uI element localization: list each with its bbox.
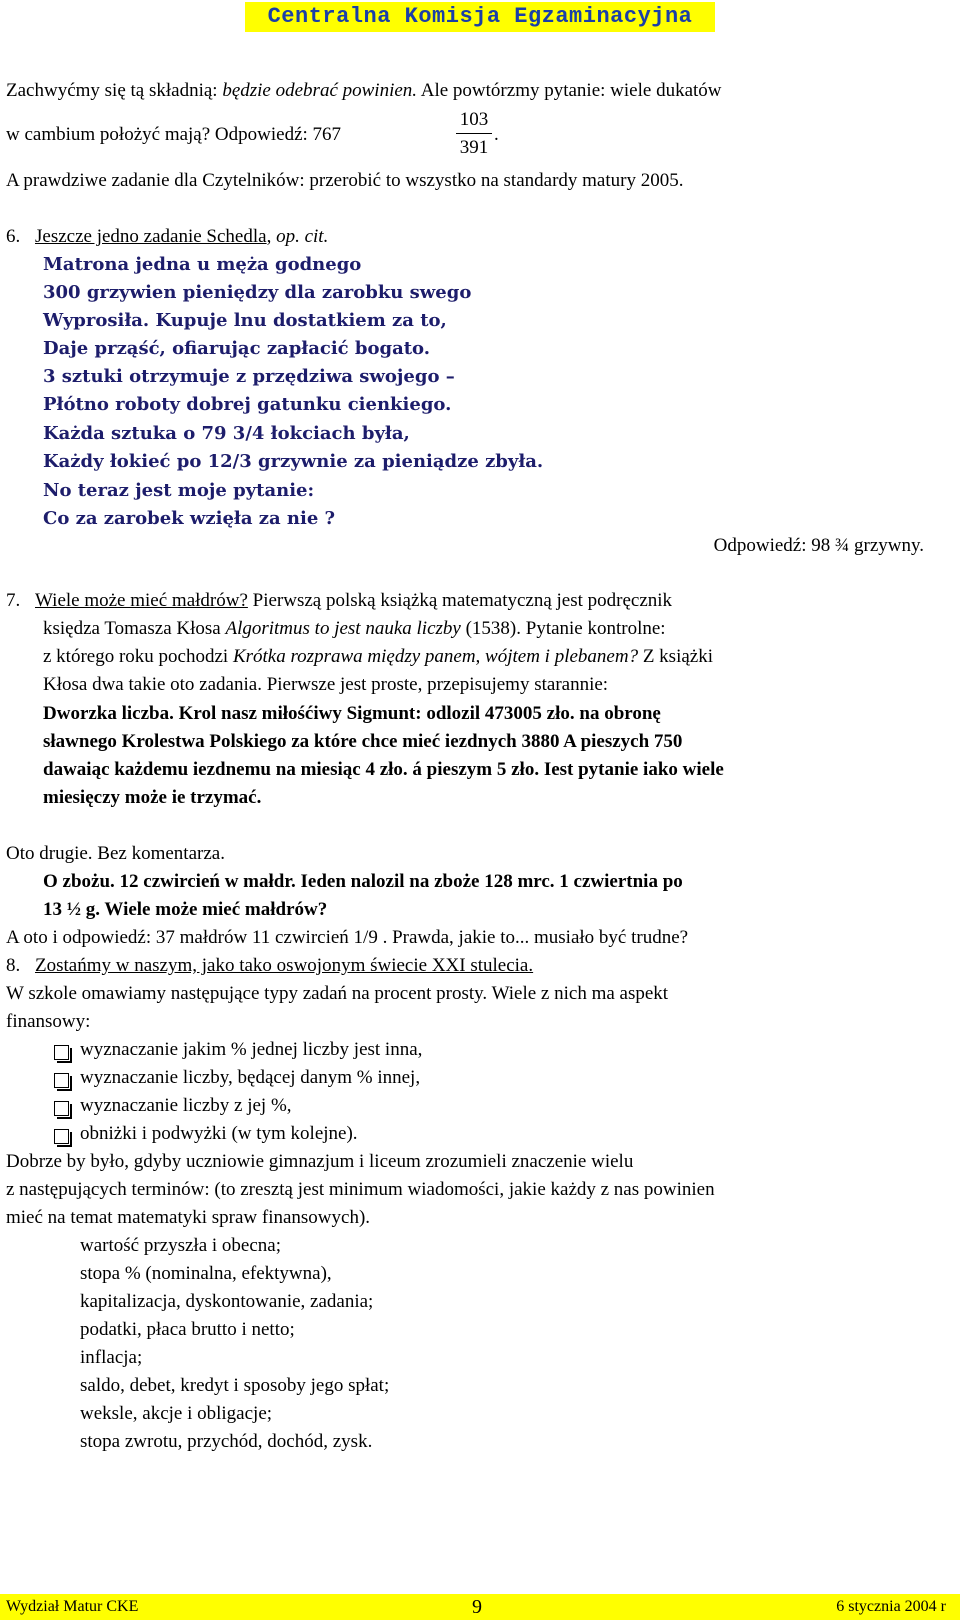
footer-date: 6 stycznia 2004 r <box>836 1598 946 1615</box>
term-item: weksle, akcje i obligacje; <box>80 1403 273 1424</box>
task7-bold2-line: O zbożu. 12 czwircień w małdr. Ieden nalozil na zboże 128 mrc. 1 czwiertnia po <box>43 871 683 892</box>
task7-line-1 <box>6 590 922 612</box>
poem-line: Matrona jedna u męża godnego <box>43 254 362 275</box>
task7-bold2-line: 13 ½ g. Wiele może mieć małdrów? <box>43 899 328 920</box>
poem-line: Płótno roboty dobrej gatunku cienkiego. <box>43 394 452 415</box>
task6-answer: Odpowiedź: 98 ¾ grzywny. <box>713 535 924 556</box>
task6-opcit: op. cit. <box>276 226 329 247</box>
task6-comma: , <box>266 226 277 247</box>
checkbox-bullet-icon <box>54 1129 69 1144</box>
term-item: podatki, płaca brutto i netto; <box>80 1319 295 1340</box>
term-item: kapitalizacja, dyskontowanie, zadania; <box>80 1291 374 1312</box>
task8-line-1: W szkole omawiamy następujące typy zadań na procent prosty. Wiele z nich ma aspekt <box>6 983 669 1004</box>
task7-title: Wiele może mieć małdrów? <box>35 590 248 611</box>
paragraph-line: z następujących terminów: (to zresztą jest minimum wiadomości, jakie każdy z nas powinien <box>6 1179 715 1200</box>
paragraph-line: Dobrze by było, gdyby uczniowie gimnazjum i liceum zrozumieli znaczenie wielu <box>6 1151 634 1172</box>
task7-answer: A oto i odpowiedź: 37 małdrów 11 czwircień 1/9 . Prawda, jakie to... musiało być trudne? <box>6 927 689 948</box>
poem-line: Wyprosiła. Kupuje lnu dostatkiem za to, <box>43 310 447 331</box>
task7-line-4: Kłosa dwa takie oto zadania. Pierwsze jest proste, przepisujemy starannie: <box>43 674 609 695</box>
page-footer <box>0 1594 960 1620</box>
book-title: Krótka rozprawa między panem, wójtem i plebanem? <box>232 646 639 667</box>
task7-text: z którego roku pochodzi <box>43 646 233 667</box>
term-item: stopa % (nominalna, efektywna), <box>80 1263 332 1284</box>
fraction-numerator: 103 <box>456 109 492 134</box>
task7-bold-line: dawaiąc każdemu iezdnemu na miesiąc 4 zło. á pieszym 5 zło. Iest pytanie iako wiele <box>43 759 724 780</box>
book-title: Algoritmus to jest nauka liczby <box>225 618 461 639</box>
task8-title: Zostańmy w naszym, jako tako oswojonym świecie XXI stulecia. <box>35 955 534 976</box>
bullet-item: obniżki i podwyżki (w tym kolejne). <box>80 1123 358 1144</box>
task7-text: (1538). Pytanie kontrolne: <box>460 618 666 639</box>
page-header: Centralna Komisja Egzaminacyjna <box>245 2 715 32</box>
intro-line-3: A prawdziwe zadanie dla Czytelników: przerobić to wszystko na standardy matury 2005. <box>6 170 684 191</box>
poem-line: 3 sztuki otrzymuje z przędziwa swojego – <box>43 366 455 387</box>
intro-italic: będzie odebrać powinien. <box>222 80 418 101</box>
bullet-item: wyznaczanie liczby z jej %, <box>80 1095 292 1116</box>
poem-line: Daje prząść, ofiarując zapłacić bogato. <box>43 338 431 359</box>
intro-line-1 <box>6 80 722 102</box>
intro-line-2 <box>6 124 341 146</box>
term-item: wartość przyszła i obecna; <box>80 1235 281 1256</box>
poem-line: No teraz jest moje pytanie: <box>43 480 315 501</box>
page-number: 9 <box>472 1596 482 1618</box>
fraction-dot: . <box>494 124 499 145</box>
task7-bold-line: Dworzka liczba. Krol nasz miłośćiwy Sigmunt: odlozil 473005 zło. na obronę <box>43 703 661 724</box>
intro-text-2: w cambium położyć mają? Odpowiedź: 767 <box>6 124 342 145</box>
intro-text-cont: Ale powtórzmy pytanie: wiele dukatów <box>417 80 722 101</box>
bullet-item: wyznaczanie jakim % jednej liczby jest inna, <box>80 1039 423 1060</box>
task7-bold-line: sławnego Krolestwa Polskiego za które chce mieć iezdnych 3880 A pieszych 750 <box>43 731 683 752</box>
intro-text: Zachwyćmy się tą składnią: <box>6 80 223 101</box>
fraction <box>456 109 492 159</box>
task6-number: 6. <box>6 226 21 247</box>
footer-left: Wydział Matur CKE <box>6 1598 139 1615</box>
task7-text: Z książki <box>638 646 714 667</box>
term-item: inflacja; <box>80 1347 143 1368</box>
term-item: saldo, debet, kredyt i sposoby jego spłat; <box>80 1375 390 1396</box>
task7-text: Pierwszą polską książką matematyczną jest podręcznik <box>247 590 673 611</box>
poem-line: Co za zarobek wzięła za nie ? <box>43 508 336 529</box>
poem-line: 300 grzywien pieniędzy dla zarobku swego <box>43 282 472 303</box>
paragraph-line: mieć na temat matematyki spraw finansowych). <box>6 1207 371 1228</box>
fraction-denominator: 391 <box>459 137 489 158</box>
task6-heading <box>6 226 328 248</box>
bullet-item: wyznaczanie liczby, będącej danym % innej, <box>80 1067 421 1088</box>
poem-line: Każdy łokieć po 12/3 grzywnie za pieniądze zbyła. <box>43 451 544 472</box>
term-item: stopa zwrotu, przychód, dochód, zysk. <box>80 1431 373 1452</box>
second-intro: Oto drugie. Bez komentarza. <box>6 843 225 864</box>
task7-bold-line: miesięczy może ie trzymać. <box>43 787 262 808</box>
task8-heading <box>6 955 533 977</box>
checkbox-bullet-icon <box>54 1073 69 1088</box>
task7-text: księdza Tomasza Kłosa <box>43 618 226 639</box>
task6-title: Jeszcze jedno zadanie Schedla <box>35 226 267 247</box>
poem-line: Każda sztuka o 79 3/4 łokciach była, <box>43 423 410 444</box>
task7-line-3 <box>43 646 713 668</box>
checkbox-bullet-icon <box>54 1045 69 1060</box>
task8-number: 8. <box>6 955 21 976</box>
task7-line-2 <box>43 618 666 640</box>
task8-line-2: finansowy: <box>6 1011 91 1032</box>
task7-number: 7. <box>6 590 21 611</box>
checkbox-bullet-icon <box>54 1101 69 1116</box>
